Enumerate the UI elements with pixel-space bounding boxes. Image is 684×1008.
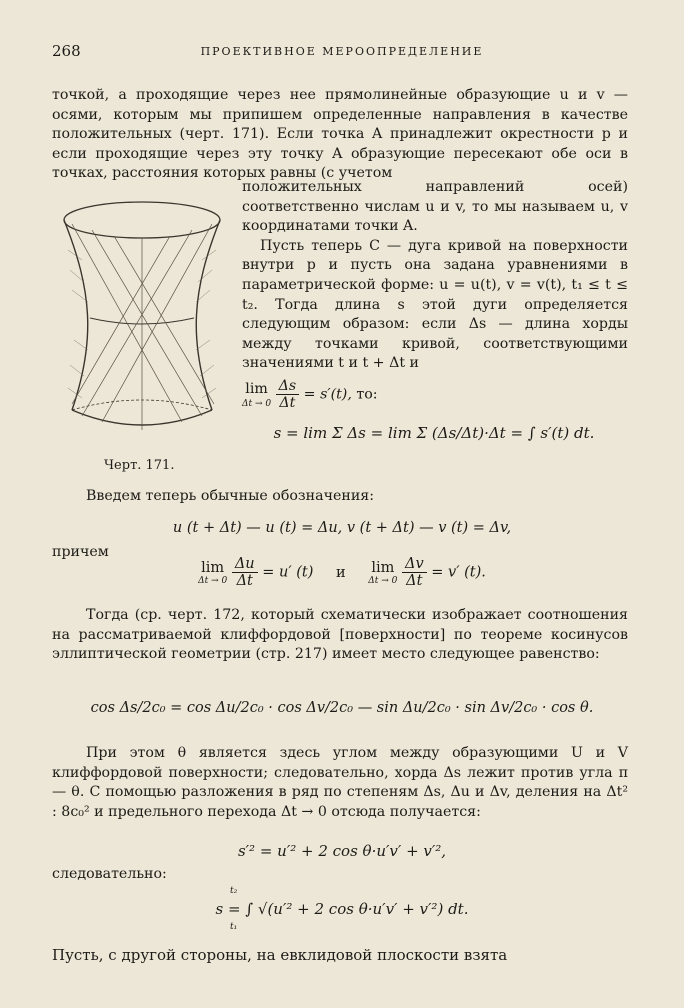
- page-header: [52, 42, 632, 62]
- lim-word: lim: [371, 559, 395, 576]
- fraction-ds-dt: [276, 378, 300, 411]
- equation-increments: u (t + Δt) — u (t) = Δu, v (t + Δt) — v (t) = Δv,: [172, 520, 512, 536]
- paragraph-intro: точкой, а проходящие через нее прямолинейные образующие u и v — осями, которым мы припишем определенные направления в качестве положительных (черт. 171). Если точка A принадлежит окрестности p и если проходящие через эту точку A образующие пересекают обе оси в точках, расстояния которых равны (с учетом: [52, 87, 628, 182]
- paragraph-expansion: При этом θ является здесь углом между образующими U и V клиффордовой поверхности; следовательно, хорда Δs лежит против угла π — θ. С помощью разложения в ряд по степеням Δs, Δu и Δv, деления на Δt² : 8c₀² и предельного перехода Δt → 0 отсюда получается:: [52, 745, 628, 820]
- paragraph-cosine-theorem: Тогда (ср. черт. 172, который схематически изображает соотношения на рассматриваемой клиффордовой [поверхности] по теореме косинусов эллиптической геометрии (стр. 217) имеет место следующее равенство:: [52, 607, 628, 663]
- conjunction: и: [336, 564, 346, 581]
- equation-cosine: cos Δs/2c₀ = cos Δu/2c₀ · cos Δv/2c₀ — sin Δu/2c₀ · sin Δv/2c₀ · cos θ.: [90, 700, 594, 716]
- lim-subscript: Δt → 0: [242, 399, 272, 410]
- limit-dv: [368, 560, 397, 586]
- equation-derivatives: [0, 556, 684, 589]
- fraction-denominator: Δt: [406, 573, 423, 589]
- lim-subscript: Δt → 0: [368, 575, 398, 586]
- derivative-u: = u′ (t): [262, 564, 314, 581]
- lim-word: lim: [245, 380, 268, 397]
- limit-tail: то:: [356, 386, 378, 403]
- equation-square: s′² = u′² + 2 cos θ·u′v′ + v′²,: [237, 842, 447, 860]
- fraction-numerator: Δu: [232, 556, 258, 573]
- limit-du: [198, 560, 227, 586]
- limit-ds: [242, 380, 271, 410]
- figure-caption: Черт. 171.: [104, 458, 175, 473]
- fraction-denominator: Δt: [279, 394, 296, 411]
- word-prichem: причем: [52, 544, 109, 560]
- wrapped-text: [242, 178, 628, 411]
- derivative-v: = v′ (t).: [431, 564, 486, 581]
- lim-subscript: Δt → 0: [198, 575, 228, 586]
- running-head: ПРОЕКТИВНОЕ МЕРООПРЕДЕЛЕНИЕ: [200, 45, 484, 58]
- equation-integral: s = ∫ √(u′² + 2 cos θ·u′v′ + v′²) dt.: [215, 900, 469, 918]
- figure-hyperboloid: [52, 190, 232, 450]
- integral-upper-limit: t₂: [230, 886, 238, 896]
- fraction-numerator: Δv: [402, 556, 427, 573]
- hyperboloid-drawing: [52, 190, 232, 450]
- paragraph-notation: Введем теперь обычные обозначения:: [86, 488, 375, 504]
- fraction-numerator: Δs: [276, 378, 300, 395]
- lim-word: lim: [201, 559, 225, 576]
- fraction-denominator: Δt: [236, 573, 253, 589]
- fraction-du-dt: [232, 556, 258, 589]
- integral-lower-limit: t₁: [230, 922, 238, 932]
- word-sledovatelno: следовательно:: [52, 866, 167, 882]
- limit-rhs: = s′(t),: [303, 386, 352, 403]
- paragraph-euclidean: Пусть, с другой стороны, на евклидовой плоскости взята: [52, 946, 508, 964]
- paragraph-coordinates: положительных направлений осей) соответственно числам u и v, то мы называем u, v координатами точки A.: [242, 179, 628, 235]
- equation-arc-length: s = lim Σ Δs = lim Σ (Δs/Δt)·Δt = ∫ s′(t) dt.: [273, 424, 595, 442]
- fraction-dv-dt: [402, 556, 427, 589]
- page-number: 268: [52, 42, 81, 60]
- paragraph-arc-length: Пусть теперь C — дуга кривой на поверхности внутри p и пусть она задана уравнениями в параметрической форме: u = u(t), v = v(t), t₁ ≤ t ≤ t₂. Тогда длина s этой дуги определяется следующим образом: если Δs — длина хорды между точками кривой, соответствующими значениями t и t + Δt и: [242, 237, 628, 372]
- limit-ds-line: [242, 378, 628, 411]
